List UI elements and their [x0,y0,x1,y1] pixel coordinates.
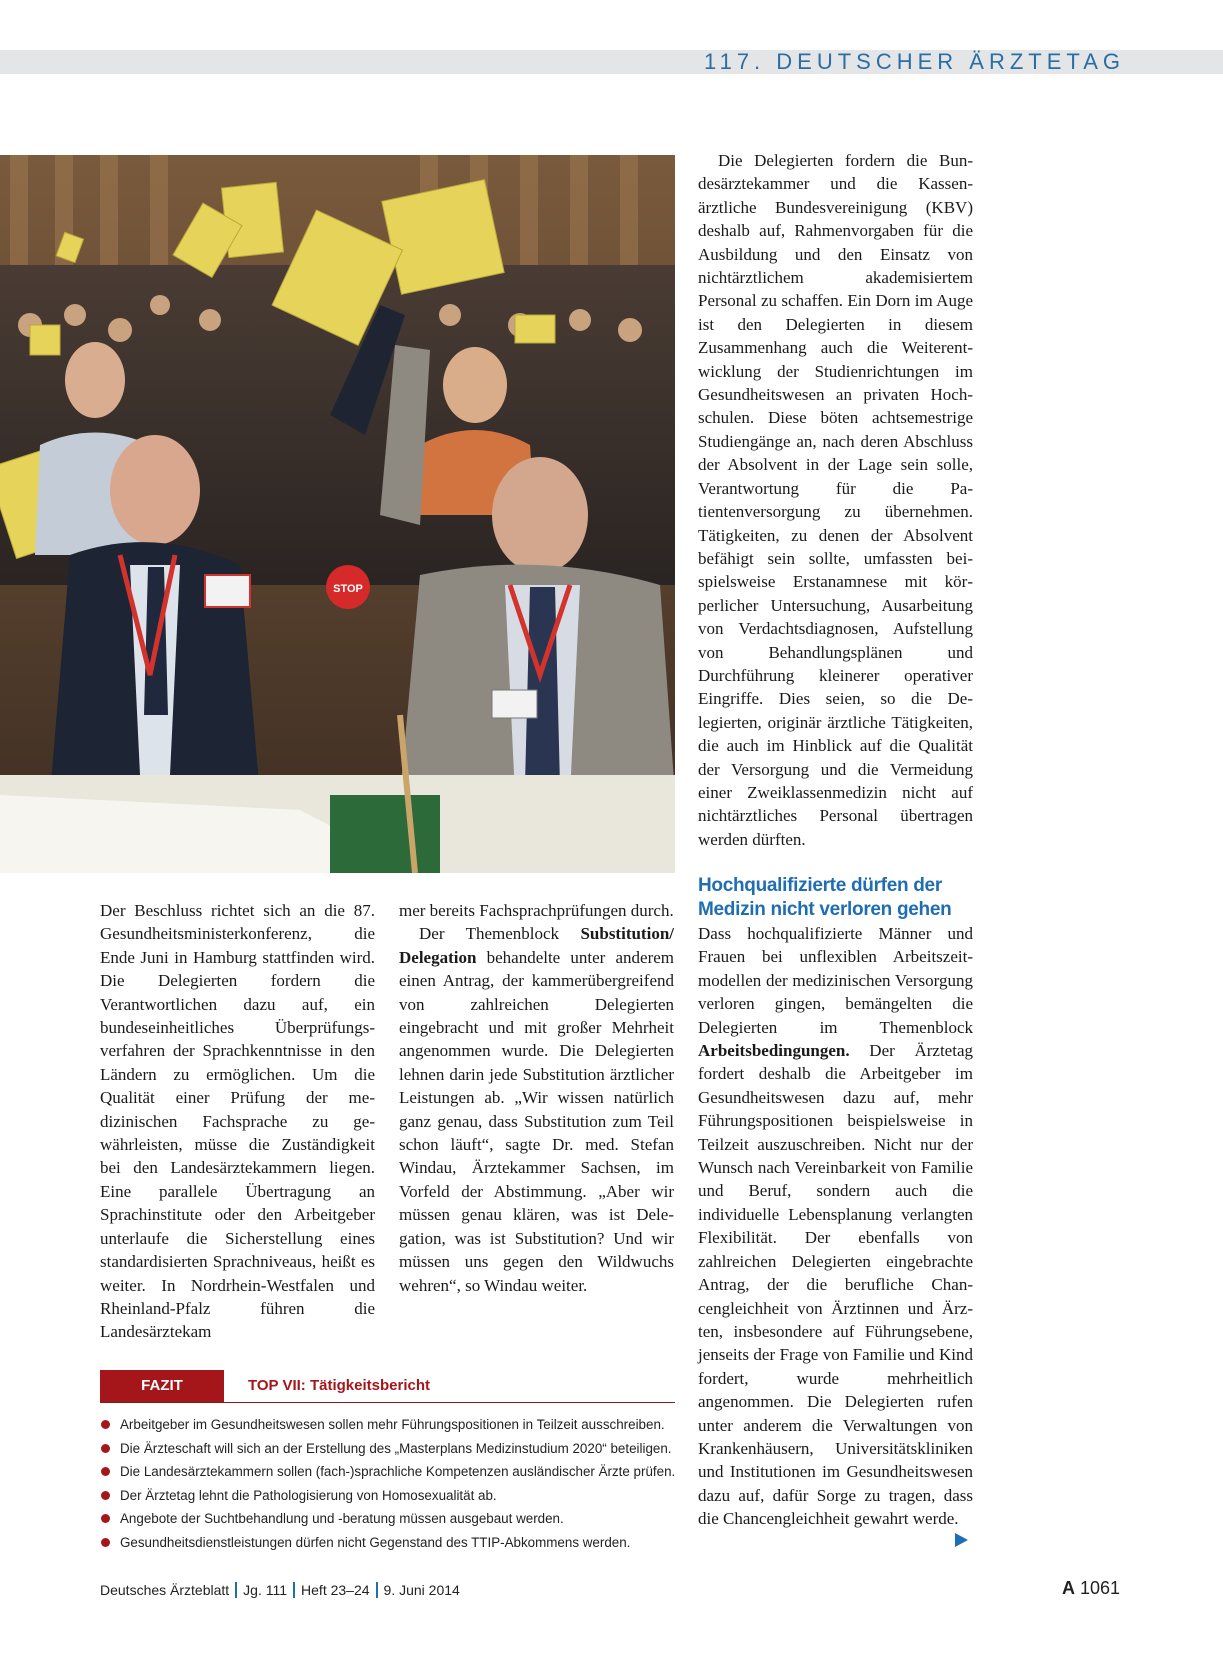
volume: Jg. 111 [243,1582,288,1598]
paragraph-intro: Dass hochqualifizierte Männer und Frauen bei unflexiblen Arbeitszeitmodellen der medizinischen Versorgung verloren gingen, bemängelten die Delegierten im Themenblock [698,924,973,1037]
bullet-icon [101,1467,110,1476]
page-prefix: A [1061,1578,1075,1598]
fazit-header [100,1370,675,1403]
fazit-item [100,1460,675,1484]
continue-arrow-icon [955,1533,968,1547]
footer [100,1582,460,1598]
issue: Heft 23–24 [301,1582,370,1598]
fazit-item-text: Gesundheitsdienstleistungen dürfen nicht Gegenstand des TTIP-Abkommens werden. [120,1534,631,1550]
article-column-middle [399,899,674,1297]
bullet-icon [101,1514,110,1523]
fazit-list [100,1413,675,1554]
voting-delegates-photo [0,155,675,873]
separator [293,1582,295,1598]
paragraph-body: behandelte unter anderem einen Antrag, der kammerübergreifend von zahlreichen Delegierten eingebracht und mit großer Mehrheit angenommen wurde. Die Delegierten lehnen darin jede Substitution ärztlicher Leistungen ab. „Wir wissen natürlich ganz genau, dass Substitution zum Teil schon läuft“, sagte Dr. med. Stefan Windau, Ärztekammer Sachsen, im Vorfeld der Abstimmung. „Aber wir müssen genau klären, was ist Delegation, was ist Substitution? Und wir müssen uns gegen den Wildwuchs wehren“, so Windau weiter. [399,947,674,1295]
topic-block-name: Arbeitsbedingungen. [698,1041,850,1061]
fazit-item-text: Der Ärztetag lehnt die Pathologisierung von Homosexualität ab. [120,1487,497,1503]
fazit-box [100,1370,675,1554]
topic-block-name: Substitution/ Delegation [399,924,674,967]
fazit-item-text: Arbeitgeber im Gesundheitswesen sollen mehr Führungspositionen in Teilzeit ausschreiben. [120,1417,665,1432]
paragraph-body: Der Ärztetag fordert deshalb die Arbeitgeber im Gesundheitswesen dazu auf, mehr Führungspositionen beispielsweise in Teilzeit auszuschreiben. Nicht nur der Wunsch nach Vereinbarkeit von Familie und Beruf, sondern auch die individuelle Lebensplanung verlangten Flexibilität. Der ebenfalls von zahlreichen Delegierten eingebrachte Antrag, der die berufliche Chancengleichheit von Ärztinnen und Ärzten, insbesondere auf Führungsebene, jenseits der Frage von Familie und Kind fordert, wurde mehrheitlich angenommen. Die Delegierten rufen unter anderem die Verwaltungen von Krankenhäusern, Universitätskliniken und Institutionen im Gesundheitswesen dazu auf, dafür Sorge zu tragen, dass die Chancengleichheit gewahrt werde. [698,1041,973,1529]
fazit-item-text: Die Ärzteschaft will sich an der Erstellung des „Masterplans Medizinstudium 2020“ beteiligen. [120,1440,672,1456]
article-column-right-top [698,149,973,851]
separator [376,1582,378,1598]
fazit-tag: FAZIT [100,1370,224,1402]
fazit-item-text: Angebote der Suchtbehandlung und -beratung müssen ausgebaut werden. [120,1511,564,1526]
fazit-item [100,1413,675,1437]
fazit-item [100,1484,675,1508]
paragraph [698,922,973,1531]
journal-name: Deutsches Ärzteblatt [100,1582,230,1598]
section-subheading: Hochqualifizierte dürfen der Medizin nicht verloren gehen [698,875,952,920]
separator [235,1582,237,1598]
fazit-item [100,1507,675,1531]
article-column-right-bottom [698,922,973,1531]
fazit-item [100,1437,675,1461]
paragraph: mer bereits Fachsprachprüfungen durch. [399,901,674,920]
fazit-item [100,1531,675,1555]
bullet-icon [101,1444,110,1453]
article-column-left [100,899,375,1344]
fazit-title: TOP VII: Tätigkeitsbericht [248,1377,430,1394]
paragraph [399,922,674,1297]
fazit-item-text: Die Landesärztekammern sollen (fach-)sprachliche Kompetenzen ausländischer Ärzte prüfen. [120,1464,676,1479]
bullet-icon [101,1538,110,1547]
bullet-icon [101,1420,110,1429]
stop-sign-text: STOP [333,583,363,595]
issue-date: 9. Juni 2014 [383,1582,460,1598]
bullet-icon [101,1491,110,1500]
paragraph: Der Beschluss richtet sich an die 87. Gesundheitsministerkonferenz, die Ende Juni in Hamburg stattfinden wird. Die Delegierten fordern die Verantwortlichen dazu auf, ein bundeseinheitliches Überprüfungsverfahren der Sprachkenntnisse in den Ländern zu ermöglichen. Um die Qualität einer Prüfung der medizinischen Fachsprache zu gewährleisten, müsse die Zuständigkeit bei den Landesärztekammern liegen. Eine parallele Übertragung an Sprachinstitute oder den Arbeitgeber unterlaufe die Sicherstellung eines standardisierten Sprachniveaus, heißt es weiter. In Nordrhein-Westfalen und Rheinland-Pfalz führen die Landesärztekam [100,901,375,1342]
running-head: 117. DEUTSCHER ÄRZTETAG [703,49,1125,74]
page-number [1062,1578,1120,1599]
paragraph-intro: Der Themenblock [419,924,581,944]
paragraph: Die Delegierten fordern die Bundesärztekammer und die Kassenärztliche Bundesvereinigung (KBV) deshalb auf, Rahmenvorgaben für die Ausbildung und den Einsatz von nichtärztlichem akademisiertem Personal zu schaffen. Ein Dorn im Auge ist den Delegierten in diesem Zusammenhang auch die Weiterentwicklung der Studienrichtungen im Gesundheitswesen an privaten Hochschulen. Diese böten achtsemestrige Studiengänge an, nach deren Abschluss der Absolvent in der Lage sein solle, Verantwortung für die Patientenversorgung zu übernehmen. Tätigkeiten, zu denen der Absolvent befähigt sein sollte, umfassten beispielsweise Erstanamnese mit körperlicher Untersuchung, Ausarbeitung von Verdachtsdiagnosen, Aufstellung von Behandlungsplänen und Durchführung kleinerer operativer Eingriffe. Dies seien, so die Delegierten, originär ärztliche Tätigkeiten, die auch im Hinblick auf die Qualität der Versorgung und die Vermeidung einer Zweiklassenmedizin nicht auf nichtärztliches Personal übertragen werden dürften. [698,151,973,849]
page-number-value: 1061 [1079,1578,1120,1598]
